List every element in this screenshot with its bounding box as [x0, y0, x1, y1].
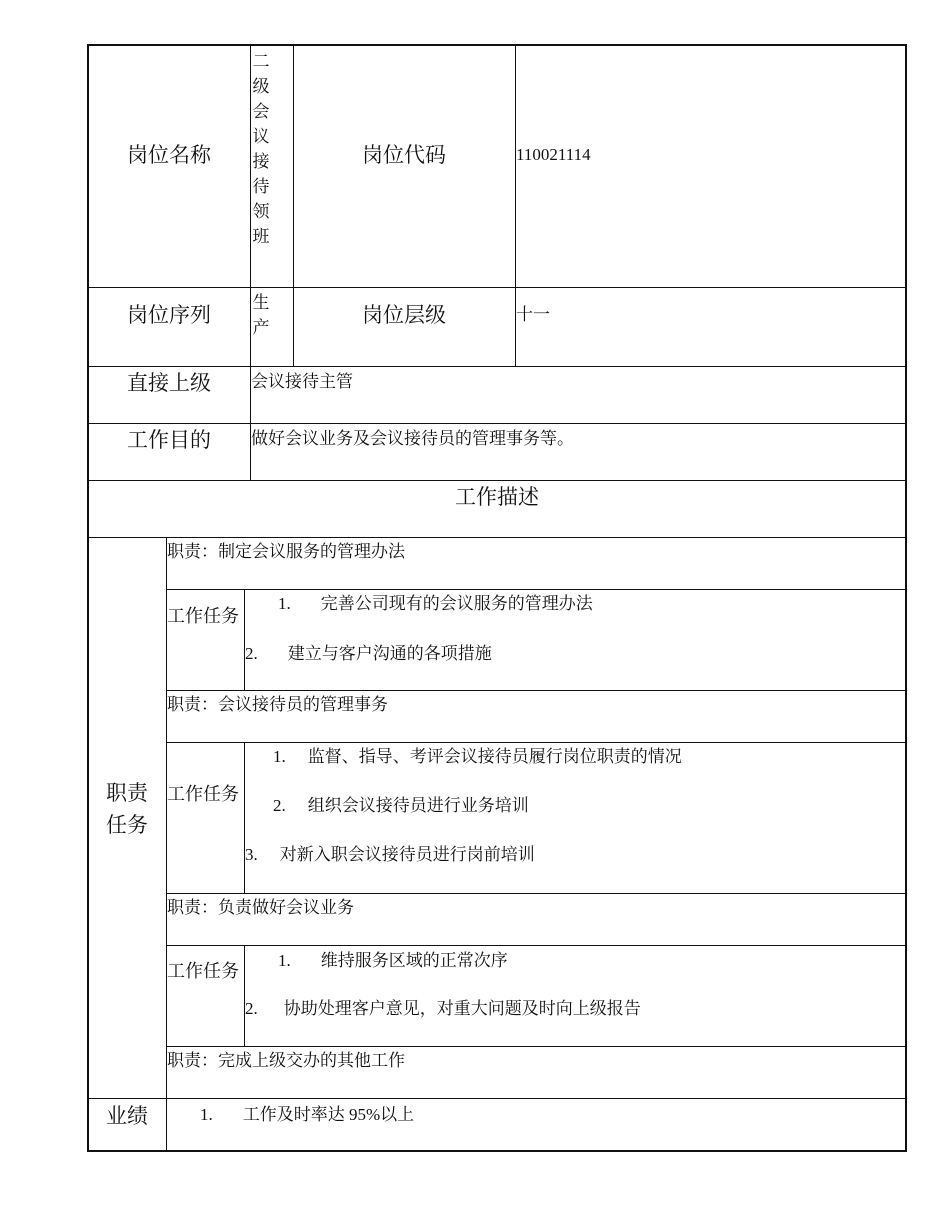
- position-code-label: 岗位代码: [362, 143, 446, 167]
- row-divider: [88, 366, 906, 367]
- task-text: 组织会议接待员进行业务培训: [307, 796, 529, 815]
- task-number: 2.: [245, 644, 258, 663]
- task-item: [273, 796, 529, 816]
- duty-title: 职责：会议接待员的管理事务: [167, 695, 388, 714]
- performance-number: 1.: [200, 1105, 213, 1124]
- task-item: [245, 644, 492, 664]
- task-item: [273, 747, 682, 767]
- task-text: 建立与客户沟通的各项措施: [287, 644, 492, 663]
- row-divider: [88, 287, 906, 288]
- col-divider: [244, 589, 245, 690]
- task-number: 2.: [273, 796, 286, 815]
- purpose-label: 工作目的: [127, 428, 211, 452]
- duty-title: 职责：负责做好会议业务: [167, 898, 354, 917]
- position-level-value: 十一: [516, 305, 550, 324]
- task-number: 1.: [278, 951, 291, 970]
- duty-title: 职责：完成上级交办的其他工作: [167, 1051, 405, 1070]
- task-item: [278, 951, 508, 971]
- performance-item: [200, 1105, 414, 1125]
- task-number: 1.: [273, 747, 286, 766]
- row-divider: [166, 945, 906, 946]
- task-item: [245, 845, 535, 865]
- task-label: 工作任务: [167, 961, 239, 981]
- position-code-value: 110021114: [516, 145, 591, 164]
- position-level-label: 岗位层级: [362, 303, 446, 327]
- supervisor-label: 直接上级: [127, 371, 211, 395]
- row-divider: [88, 1098, 906, 1099]
- task-text: 维持服务区域的正常次序: [320, 951, 508, 970]
- position-series-label: 岗位序列: [127, 303, 211, 327]
- task-text: 协助处理客户意见，对重大问题及时向上级报告: [283, 999, 641, 1018]
- task-text: 对新入职会议接待员进行岗前培训: [279, 845, 535, 864]
- task-number: 1.: [278, 594, 291, 613]
- supervisor-value: 会议接待主管: [251, 372, 353, 391]
- row-divider: [88, 480, 906, 481]
- task-text: 监督、指导、考评会议接待员履行岗位职责的情况: [307, 747, 682, 766]
- task-label: 工作任务: [167, 784, 239, 804]
- task-item: [245, 999, 641, 1019]
- position-series-value: 生产: [252, 293, 270, 337]
- performance-label: 业绩: [106, 1104, 148, 1128]
- purpose-value: 做好会议业务及会议接待员的管理事务等。: [251, 429, 574, 448]
- task-label: 工作任务: [167, 606, 239, 626]
- row-divider: [88, 537, 906, 538]
- duty-section-label: 职责任务: [106, 781, 148, 837]
- row-divider: [88, 423, 906, 424]
- performance-text: 工作及时率达 95%以上: [242, 1105, 415, 1124]
- row-divider: [166, 742, 906, 743]
- section-title: 工作描述: [455, 485, 539, 509]
- row-divider: [166, 1046, 906, 1047]
- duty-title: 职责：制定会议服务的管理办法: [167, 542, 405, 561]
- task-text: 完善公司现有的会议服务的管理办法: [320, 594, 593, 613]
- row-divider: [166, 589, 906, 590]
- col-divider: [244, 742, 245, 893]
- task-item: [278, 594, 593, 614]
- col-divider: [244, 945, 245, 1046]
- task-number: 2.: [245, 999, 258, 1018]
- row-divider: [166, 690, 906, 691]
- position-name-value: 二级会议接待领班: [252, 52, 270, 246]
- task-number: 3.: [245, 845, 258, 864]
- row-divider: [166, 893, 906, 894]
- position-name-label: 岗位名称: [127, 143, 211, 167]
